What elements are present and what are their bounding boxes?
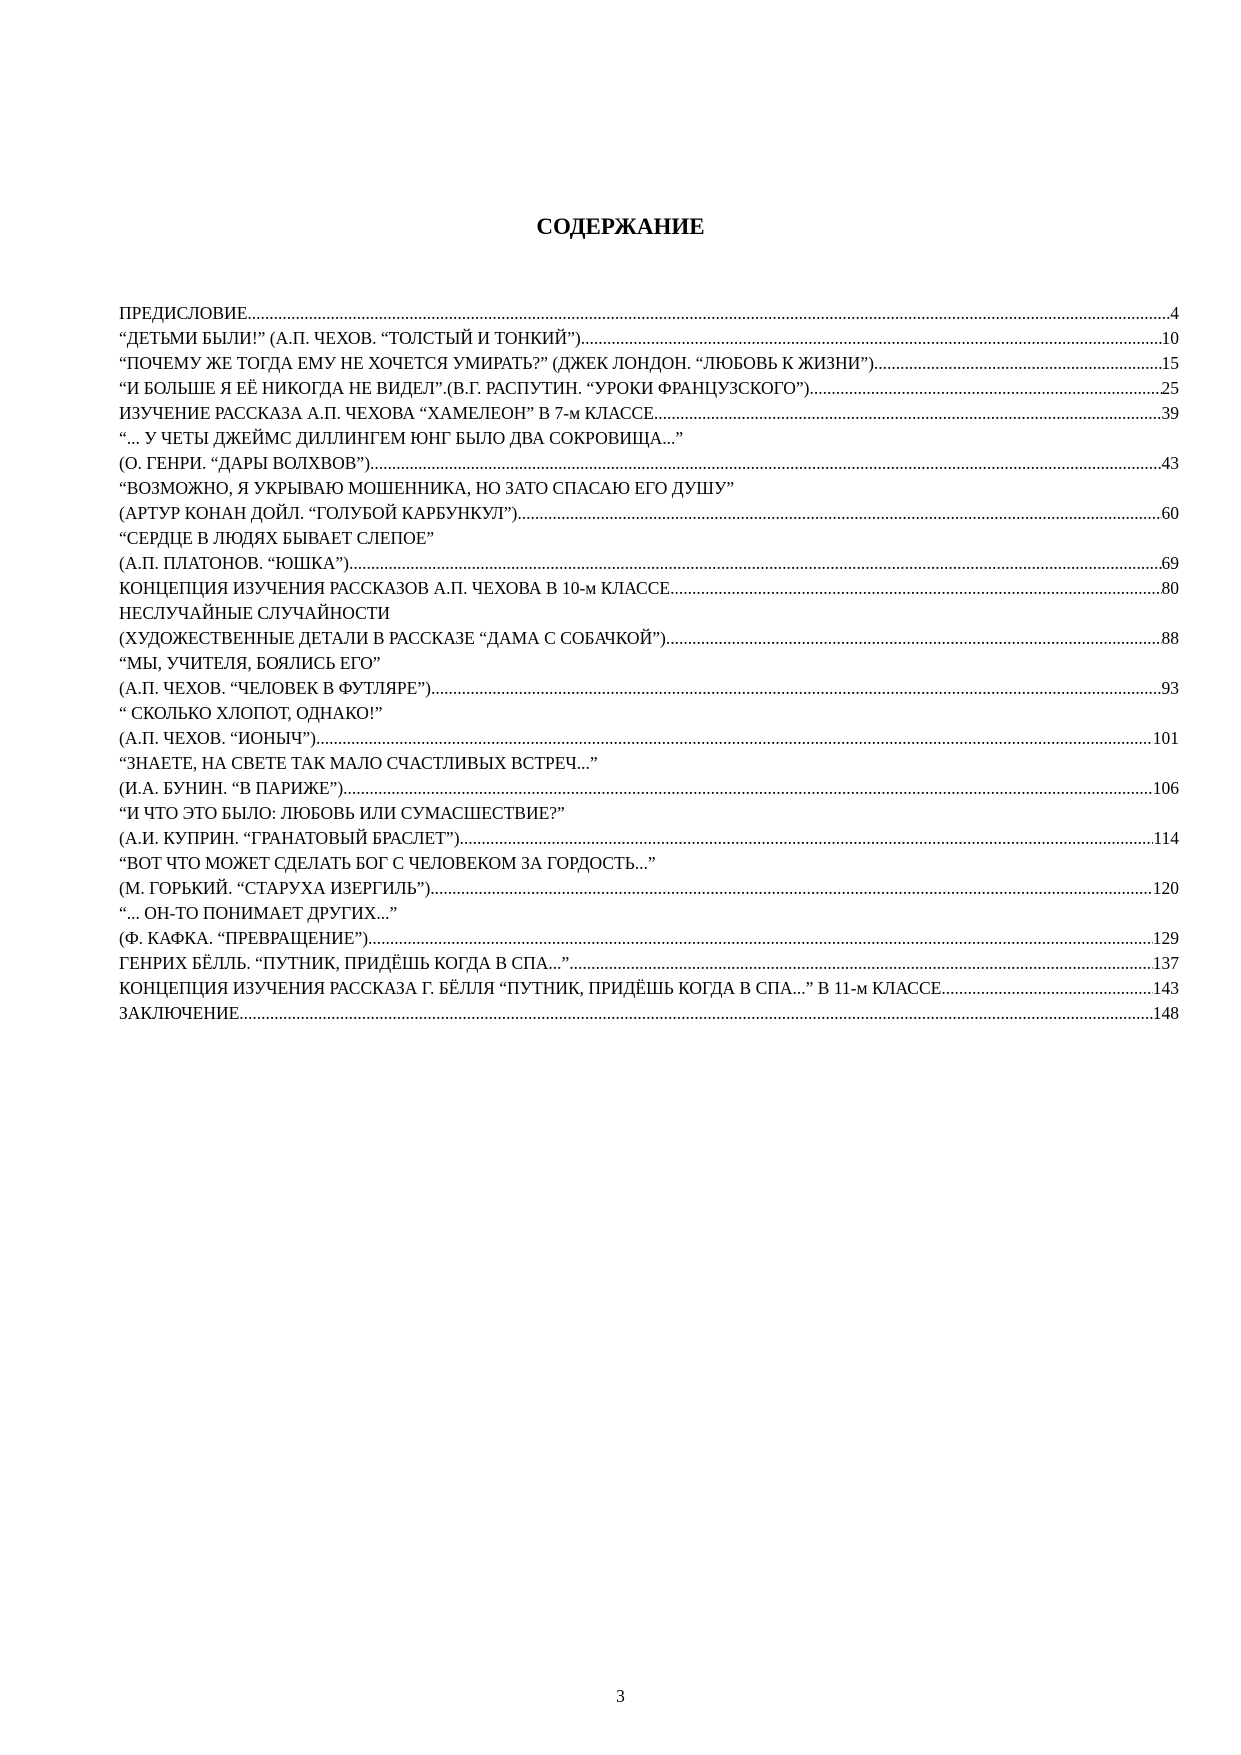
toc-entry-title: ЗАКЛЮЧЕНИЕ xyxy=(119,1003,240,1023)
toc-entry-page: 15 xyxy=(1161,353,1179,373)
toc-entry xyxy=(119,426,1179,451)
toc-entry-page: 4 xyxy=(1170,303,1179,323)
toc-entry-title: КОНЦЕПЦИЯ ИЗУЧЕНИЯ РАССКАЗОВ А.П. ЧЕХОВА В 10-м КЛАССЕ xyxy=(119,578,671,598)
toc-entry-title: КОНЦЕПЦИЯ ИЗУЧЕНИЯ РАССКАЗА Г. БЁЛЛЯ “ПУТНИК, ПРИДЁШЬ КОГДА В СПА...” В 11-м КЛАССЕ xyxy=(119,978,942,998)
toc-entry xyxy=(119,576,1179,601)
toc-entry-title: “МЫ, УЧИТЕЛЯ, БОЯЛИСЬ ЕГО” xyxy=(119,653,381,673)
toc-leader-dots xyxy=(581,326,1162,351)
toc-entry-page: 148 xyxy=(1152,1003,1179,1023)
toc-leader-dots xyxy=(874,351,1162,376)
toc-entry-title: ПРЕДИСЛОВИЕ xyxy=(119,303,248,323)
toc-entry xyxy=(119,526,1179,551)
toc-leader-dots xyxy=(666,626,1162,651)
toc-entry xyxy=(119,401,1179,426)
toc-entry-page: 129 xyxy=(1152,928,1179,948)
toc-entry-title: (ХУДОЖЕСТВЕННЫЕ ДЕТАЛИ В РАССКАЗЕ “ДАМА С СОБАЧКОЙ”) xyxy=(119,628,666,648)
page-number: 3 xyxy=(616,1686,625,1706)
toc-entry-title: (М. ГОРЬКИЙ. “СТАРУХА ИЗЕРГИЛЬ”) xyxy=(119,878,431,898)
toc-entry xyxy=(119,976,1179,1001)
toc-entry-page: 120 xyxy=(1152,878,1179,898)
toc-leader-dots xyxy=(460,826,1154,851)
toc-entry xyxy=(119,601,1179,626)
toc-entry-title: (А.И. КУПРИН. “ГРАНАТОВЫЙ БРАСЛЕТ”) xyxy=(119,828,460,848)
toc-entry xyxy=(119,951,1179,976)
toc-entry xyxy=(119,1001,1179,1026)
toc-entry-title: (И.А. БУНИН. “В ПАРИЖЕ”) xyxy=(119,778,344,798)
toc-leader-dots xyxy=(941,976,1152,1001)
toc-entry xyxy=(119,476,1179,501)
toc-entry xyxy=(119,851,1179,876)
toc-entry-title: (А.П. ЧЕХОВ. “ИОНЫЧ”) xyxy=(119,728,317,748)
toc-entry xyxy=(119,626,1179,651)
toc-leader-dots xyxy=(658,401,1161,426)
toc-entry xyxy=(119,726,1179,751)
toc-entry-page: 143 xyxy=(1152,978,1179,998)
toc-leader-dots xyxy=(670,576,1161,601)
toc-entry-title: “ЗНАЕТЕ, НА СВЕТЕ ТАК МАЛО СЧАСТЛИВЫХ ВСТРЕЧ...” xyxy=(119,753,598,773)
toc-entry xyxy=(119,301,1179,326)
toc-entry-title: (А.П. ПЛАТОНОВ. “ЮШКА”) xyxy=(119,553,349,573)
toc-leader-dots xyxy=(370,451,1161,476)
toc-entry-title: ИЗУЧЕНИЕ РАССКАЗА А.П. ЧЕХОВА “ХАМЕЛЕОН” В 7-м КЛАССЕ. xyxy=(119,403,659,423)
toc-entry-title: “ПОЧЕМУ ЖЕ ТОГДА ЕМУ НЕ ХОЧЕТСЯ УМИРАТЬ?” (ДЖЕК ЛОНДОН. “ЛЮБОВЬ К ЖИЗНИ”) xyxy=(119,353,874,373)
toc-entry xyxy=(119,801,1179,826)
toc-entry-page: 10 xyxy=(1161,328,1179,348)
toc-entry-page: 43 xyxy=(1161,453,1179,473)
toc-entry xyxy=(119,451,1179,476)
toc-entry xyxy=(119,926,1179,951)
toc-leader-dots xyxy=(810,376,1162,401)
toc-leader-dots xyxy=(239,1001,1152,1026)
toc-entry-title: (Ф. КАФКА. “ПРЕВРАЩЕНИЕ”) xyxy=(119,928,369,948)
toc-entry-title: “СЕРДЦЕ В ЛЮДЯХ БЫВАЕТ СЛЕПОЕ” xyxy=(119,528,435,548)
toc-entry-page: 114 xyxy=(1153,828,1179,848)
toc-entry-page: 39 xyxy=(1161,403,1179,423)
toc-entry-title: (АРТУР КОНАН ДОЙЛ. “ГОЛУБОЙ КАРБУНКУЛ”) xyxy=(119,503,518,523)
toc-leader-dots xyxy=(343,776,1153,801)
toc-entry-page: 60 xyxy=(1161,503,1179,523)
toc-entry xyxy=(119,826,1179,851)
toc-entry xyxy=(119,701,1179,726)
toc-leader-dots xyxy=(349,551,1162,576)
toc-entry-title: (А.П. ЧЕХОВ. “ЧЕЛОВЕК В ФУТЛЯРЕ”) xyxy=(119,678,431,698)
toc-entry-page: 137 xyxy=(1152,953,1179,973)
toc-entry xyxy=(119,501,1179,526)
toc-entry xyxy=(119,376,1179,401)
toc-entry-title: “... ОН-ТО ПОНИМАЕТ ДРУГИХ...” xyxy=(119,903,398,923)
toc-leader-dots xyxy=(431,676,1162,701)
toc-entry xyxy=(119,776,1179,801)
toc-entry-title: (О. ГЕНРИ. “ДАРЫ ВОЛХВОВ”) xyxy=(119,453,371,473)
toc-entry xyxy=(119,551,1179,576)
toc-entry-page: 101 xyxy=(1152,728,1179,748)
toc-entry-title: “... У ЧЕТЫ ДЖЕЙМС ДИЛЛИНГЕМ ЮНГ БЫЛО ДВА СОКРОВИЩА...” xyxy=(119,428,684,448)
toc-leader-dots xyxy=(430,876,1152,901)
toc-entry-page: 106 xyxy=(1152,778,1179,798)
toc-entry-page: 25 xyxy=(1161,378,1179,398)
toc-entry xyxy=(119,751,1179,776)
toc-leader-dots xyxy=(368,926,1153,951)
toc-entry-page: 93 xyxy=(1161,678,1179,698)
toc-entry-title: “ВОЗМОЖНО, Я УКРЫВАЮ МОШЕННИКА, НО ЗАТО СПАСАЮ ЕГО ДУШУ” xyxy=(119,478,735,498)
toc-entry xyxy=(119,676,1179,701)
toc-entry-title: “ СКОЛЬКО ХЛОПОТ, ОДНАКО!” xyxy=(119,703,383,723)
toc-entry-title: ГЕНРИХ БЁЛЛЬ. “ПУТНИК, ПРИДЁШЬ КОГДА В СПА...” xyxy=(119,953,570,973)
toc-leader-dots xyxy=(517,501,1161,526)
toc-entry-title: “И БОЛЬШЕ Я ЕЁ НИКОГДА НЕ ВИДЕЛ”.(В.Г. РАСПУТИН. “УРОКИ ФРАНЦУЗСКОГО”) xyxy=(119,378,810,398)
toc-entry-page: 88 xyxy=(1161,628,1179,648)
toc-entry xyxy=(119,326,1179,351)
table-of-contents xyxy=(119,301,1179,1026)
toc-entry xyxy=(119,651,1179,676)
toc-entry xyxy=(119,901,1179,926)
toc-entry-page: 80 xyxy=(1161,578,1179,598)
toc-entry-page: 69 xyxy=(1161,553,1179,573)
toc-leader-dots xyxy=(316,726,1153,751)
toc-leader-dots xyxy=(569,951,1152,976)
toc-leader-dots xyxy=(247,301,1170,326)
toc-entry-title: “ДЕТЬМИ БЫЛИ!” (А.П. ЧЕХОВ. “ТОЛСТЫЙ И ТОНКИЙ”) xyxy=(119,328,581,348)
toc-entry-title: НЕСЛУЧАЙНЫЕ СЛУЧАЙНОСТИ xyxy=(119,603,391,623)
toc-entry-title: “ВОТ ЧТО МОЖЕТ СДЕЛАТЬ БОГ С ЧЕЛОВЕКОМ ЗА ГОРДОСТЬ...” xyxy=(119,853,656,873)
page-title: СОДЕРЖАНИЕ xyxy=(536,214,705,239)
toc-entry xyxy=(119,876,1179,901)
toc-entry xyxy=(119,351,1179,376)
toc-entry-title: “И ЧТО ЭТО БЫЛО: ЛЮБОВЬ ИЛИ СУМАСШЕСТВИЕ?” xyxy=(119,803,565,823)
